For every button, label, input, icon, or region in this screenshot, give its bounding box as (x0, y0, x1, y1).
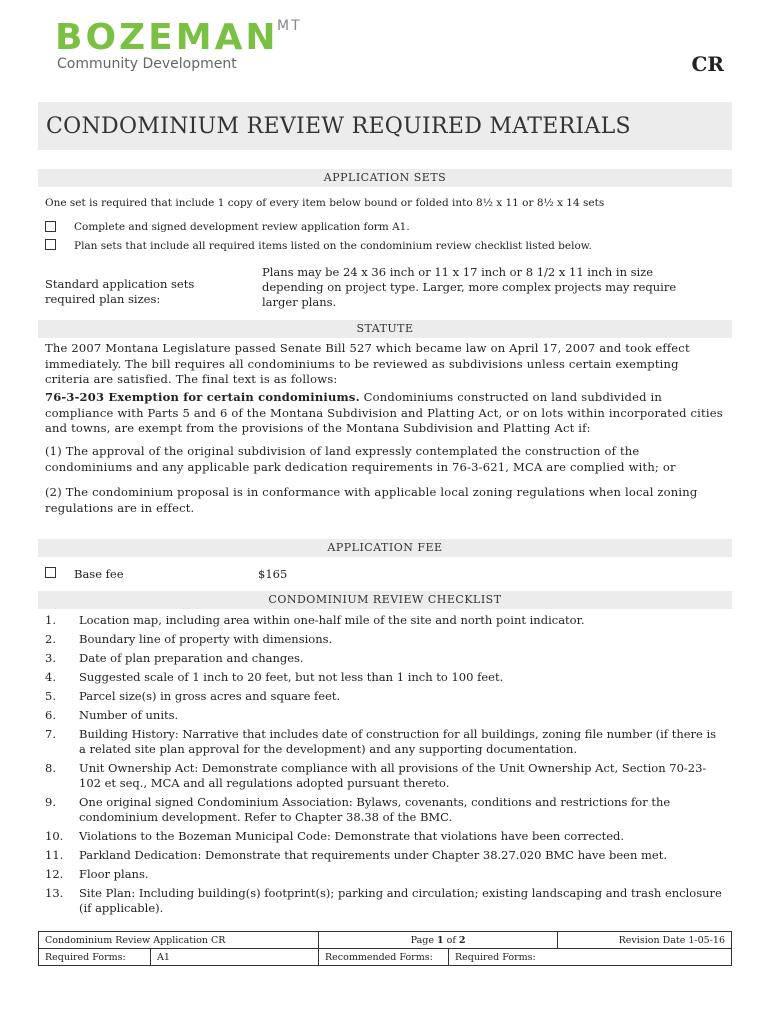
checklist-item-text: Location map, including area within one-half mile of the site and north point indicator. (79, 613, 585, 627)
checklist-item-text: Building History: Narrative that includes date of construction for all buildings, zoning file number (if there is a related site plan approval for the development) and any supporting documentation. (79, 727, 717, 756)
checklist-item (45, 846, 725, 865)
checklist-item (45, 630, 725, 649)
checklist-item-text: Parkland Dedication: Demonstrate that requirements under Chapter 38.27.020 BMC have been met. (79, 848, 667, 862)
footer-required-forms-value: A1 (151, 949, 319, 966)
footer-revision: Revision Date 1-05-16 (558, 932, 732, 949)
checklist-item-number: 1. (45, 613, 56, 627)
page-total: 2 (458, 934, 466, 946)
checklist-item (45, 725, 725, 759)
page-prefix: Page (410, 934, 438, 946)
checklist-item-number: 11. (45, 848, 64, 862)
checklist-item-text: Boundary line of property with dimensions. (79, 632, 333, 646)
checkbox-application-form[interactable] (45, 221, 56, 232)
statute-clause-1: (1) The approval of the original subdivision of land expressly contemplated the construction of the condominiums and any applicable park dedication requirements in 76-3-621, MCA are complied with; or (45, 444, 676, 474)
checkbox-plan-sets[interactable] (45, 239, 56, 250)
application-set-item: Plan sets that include all required items listed on the condominium review checklist listed below. (74, 240, 592, 252)
title-bar (38, 102, 732, 150)
fee-label: Base fee (74, 567, 124, 581)
logo-state: MT (277, 18, 302, 34)
application-set-item: Complete and signed development review application form A1. (74, 221, 410, 233)
checklist-item-text: Number of units. (79, 708, 179, 722)
checklist-item-text: Suggested scale of 1 inch to 20 feet, but not less than 1 inch to 100 feet. (79, 670, 504, 684)
statute-intro: The 2007 Montana Legislature passed Senate Bill 527 which became law on April 17, 2007 and took effect immediately. The bill requires all condominiums to be reviewed as subdivisions unless certain exempting criteria are satisfied. The final text is as follows: (45, 341, 690, 386)
checklist-item (45, 884, 725, 918)
checklist-item-number: 3. (45, 651, 56, 665)
checklist-item-number: 9. (45, 795, 56, 809)
checklist-item-number: 6. (45, 708, 56, 722)
footer-required-forms-label: Required Forms: (39, 949, 151, 966)
exemption-text: Condominiums constructed on land subdivided in compliance with Parts 5 and 6 of the Montana Subdivision and Platting Act, or on lots within incorporated cities and towns, are exempt from the provisions of the Montana Subdivision and Platting Act if: (45, 390, 723, 435)
section-heading-fee: APPLICATION FEE (38, 539, 732, 557)
checklist-item-text: Violations to the Bozeman Municipal Code: Demonstrate that violations have been corrected. (79, 829, 625, 843)
section-heading-checklist: CONDOMINIUM REVIEW CHECKLIST (38, 591, 732, 609)
checklist-item-number: 2. (45, 632, 56, 646)
checklist-item-text: One original signed Condominium Association: Bylaws, covenants, conditions and restrictions for the condominium development. Refer to Chapter 38.38 of the BMC. (79, 795, 671, 824)
footer-form-name: Condominium Review Application CR (39, 932, 319, 949)
checklist-item-number: 10. (45, 829, 64, 843)
page-title: CONDOMINIUM REVIEW REQUIRED MATERIALS (46, 114, 631, 139)
checklist-item-number: 4. (45, 670, 56, 684)
checklist-item-text: Site Plan: Including building(s) footprint(s); parking and circulation; existing landscaping and trash enclosure (if applicable). (79, 886, 722, 915)
footer-page-number (319, 932, 558, 949)
page-of: of (443, 934, 459, 946)
logo-subtitle: Community Development (57, 56, 237, 72)
checklist-item (45, 668, 725, 687)
checklist-item-number: 13. (45, 886, 64, 900)
application-sets-intro: One set is required that include 1 copy of every item below bound or folded into 8½ x 11 or 8½ x 14 sets (45, 197, 605, 209)
footer-required-forms-label-2: Required Forms: (449, 949, 732, 966)
checklist-item-text: Floor plans. (79, 867, 149, 881)
fee-amount: $165 (258, 567, 288, 581)
statute-clause-2: (2) The condominium proposal is in conformance with applicable local zoning regulations when local zoning regulations are in effect. (45, 485, 698, 515)
form-code: CR (691, 52, 724, 76)
checklist-item-number: 5. (45, 689, 56, 703)
statute-exemption (45, 390, 725, 437)
checklist-item (45, 827, 725, 846)
checklist-item-text: Parcel size(s) in gross acres and square feet. (79, 689, 341, 703)
plan-sizes-label: Standard application sets required plan sizes: (45, 277, 195, 306)
checklist-item (45, 649, 725, 668)
checklist-item (45, 706, 725, 725)
checklist (45, 611, 725, 918)
checklist-item (45, 759, 725, 793)
logo-text: BOZEMAN (55, 17, 279, 58)
checklist-item-number: 12. (45, 867, 64, 881)
checklist-item (45, 687, 725, 706)
exemption-title: 76-3-203 Exemption for certain condominiums. (45, 390, 360, 404)
footer-table (38, 931, 732, 966)
section-heading-application-sets: APPLICATION SETS (38, 169, 732, 187)
checklist-item-text: Date of plan preparation and changes. (79, 651, 304, 665)
checklist-item-text: Unit Ownership Act: Demonstrate compliance with all provisions of the Unit Ownership Act, Section 70-23-102 et seq., MCA and all regulations adopted pursuant thereto. (79, 761, 707, 790)
checklist-item (45, 865, 725, 884)
section-heading-statute: STATUTE (38, 320, 732, 338)
checkbox-base-fee[interactable] (45, 567, 56, 578)
checklist-item (45, 611, 725, 630)
checklist-item-number: 7. (45, 727, 56, 741)
checklist-item (45, 793, 725, 827)
footer-recommended-forms-label: Recommended Forms: (319, 949, 449, 966)
checklist-item-number: 8. (45, 761, 56, 775)
page-current: 1 (437, 934, 444, 946)
bozeman-logo (55, 17, 302, 72)
plan-sizes-text: Plans may be 24 x 36 inch or 11 x 17 inch or 8 1/2 x 11 inch in size depending on project type. Larger, more complex projects may require larger plans. (262, 265, 677, 309)
